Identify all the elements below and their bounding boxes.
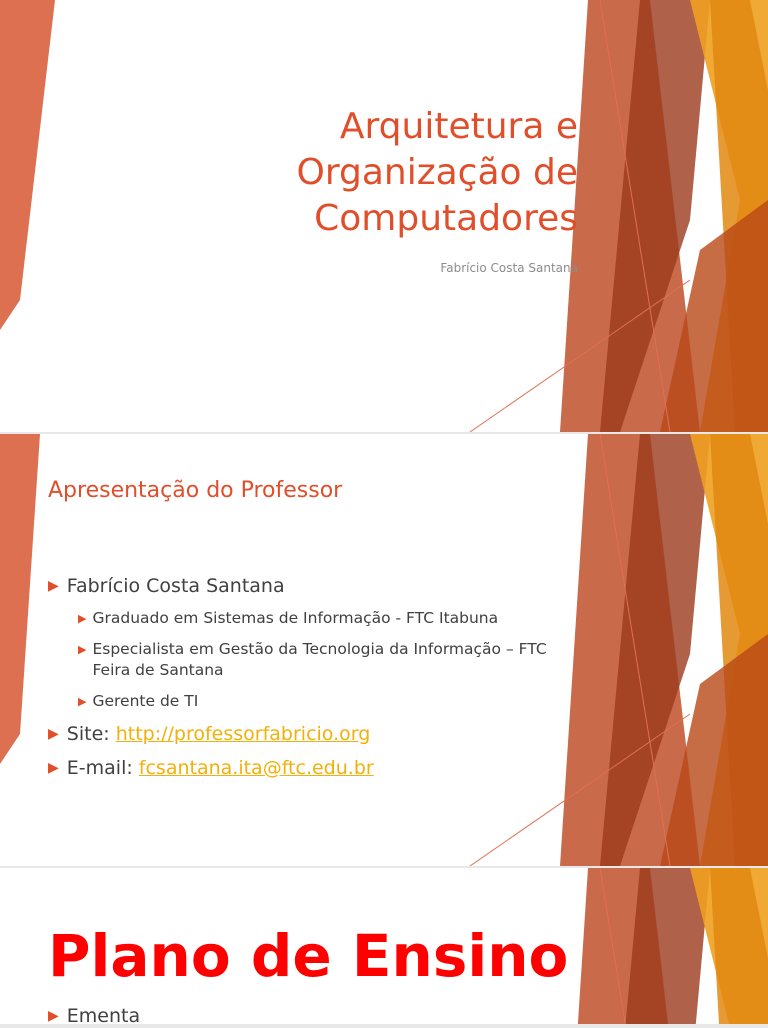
list-item xyxy=(48,1004,140,1028)
triangle-right-icon: ▶ xyxy=(48,578,59,594)
presentation-subtitle: Fabrício Costa Santana xyxy=(440,261,578,275)
bullet-text: Ementa xyxy=(66,1005,141,1027)
sub-bullet-text: Graduado em Sistemas de Informação - FTC Itabuna xyxy=(92,609,499,627)
triangle-right-icon: ▶ xyxy=(78,612,87,625)
email-link[interactable]: fcsantana.ita@ftc.edu.br xyxy=(138,757,374,779)
sub-bullet-text: Gerente de TI xyxy=(92,692,199,710)
presentation-title xyxy=(118,104,578,242)
triangle-right-icon: ▶ xyxy=(78,643,87,656)
list-item xyxy=(48,756,578,780)
triangle-right-icon: ▶ xyxy=(78,695,87,708)
sub-bullet-text: Especialista em Gestão da Tecnologia da Informação – FTC Feira de Santana xyxy=(92,640,547,679)
list-item xyxy=(78,608,578,629)
bullet-list xyxy=(48,574,578,790)
list-item xyxy=(78,691,578,712)
list-item xyxy=(78,639,578,681)
list-item xyxy=(48,722,578,746)
site-link[interactable]: http://professorfabricio.org xyxy=(115,723,371,745)
title-line: Computadores xyxy=(314,198,578,239)
site-label: Site: xyxy=(66,723,116,745)
email-label: E-mail: xyxy=(66,757,139,779)
professor-name: Fabrício Costa Santana xyxy=(66,575,285,597)
title-line: Arquitetura e xyxy=(339,106,578,147)
title-line: Organização de xyxy=(296,152,578,193)
list-item xyxy=(48,574,578,598)
triangle-right-icon: ▶ xyxy=(48,726,59,742)
slide-heading: Plano de Ensino xyxy=(48,922,569,990)
slide-title xyxy=(0,0,768,432)
slide-heading: Apresentação do Professor xyxy=(48,478,343,503)
triangle-right-icon: ▶ xyxy=(48,1008,59,1024)
triangle-right-icon: ▶ xyxy=(48,760,59,776)
